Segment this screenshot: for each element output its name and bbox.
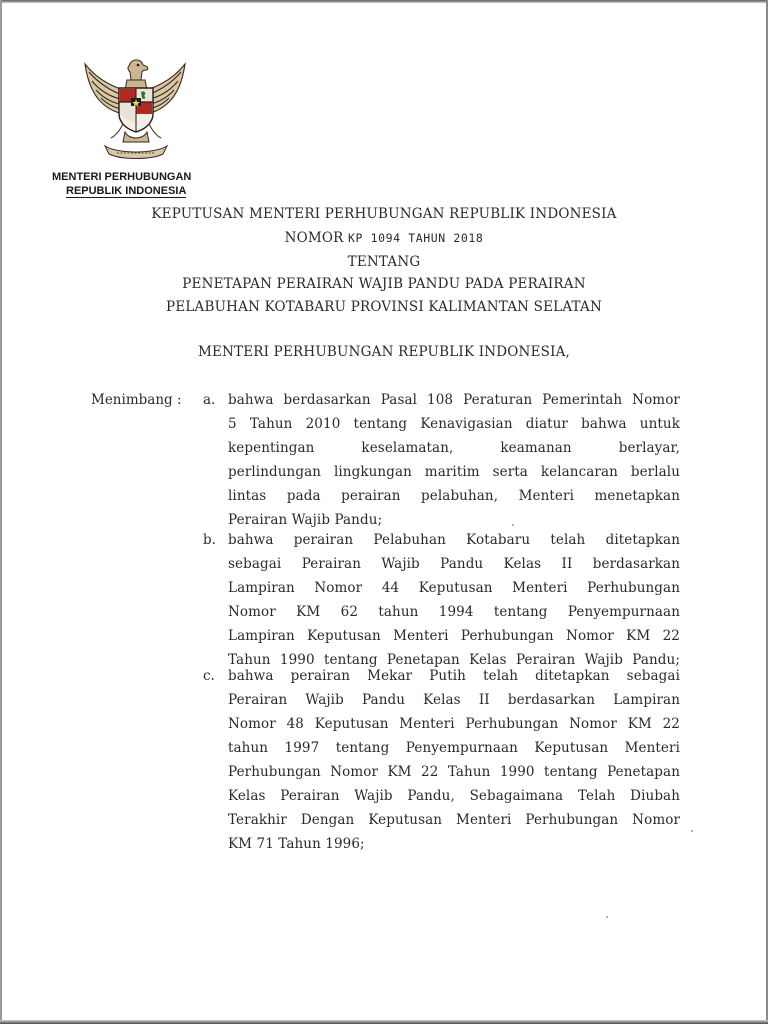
item-line: sebagai Perairan Wajib Pandu Kelas II berdasarkan bbox=[228, 556, 680, 572]
decree-subject-line2: PELABUHAN KOTABARU PROVINSI KALIMANTAN SELATAN bbox=[166, 299, 602, 315]
item-line: bahwa berdasarkan Pasal 108 Peraturan Pemerintah Nomor bbox=[228, 392, 680, 408]
considering-item-a bbox=[203, 388, 678, 532]
decree-title: KEPUTUSAN MENTERI PERHUBUNGAN REPUBLIK INDONESIA bbox=[151, 206, 617, 222]
decree-subject-line1: PENETAPAN PERAIRAN WAJIB PANDU PADA PERAIRAN bbox=[182, 276, 586, 292]
item-line: Perairan Wajib Pandu; bbox=[228, 512, 383, 528]
item-line: 5 Tahun 2010 tentang Kenavigasian diatur bahwa untuk bbox=[228, 416, 680, 432]
item-line: kepentingan keselamatan, keamanan berlayar, bbox=[228, 440, 680, 456]
item-line: bahwa perairan Pelabuhan Kotabaru telah ditetapkan bbox=[228, 532, 680, 548]
item-marker: a. bbox=[203, 392, 216, 408]
decree-number-value: KP 1094 TAHUN 2018 bbox=[348, 231, 484, 245]
item-line: Lampiran Keputusan Menteri Perhubungan Nomor KM 22 bbox=[228, 628, 680, 644]
scan-speck bbox=[691, 830, 693, 832]
decree-about: TENTANG bbox=[347, 254, 421, 270]
item-line: Tahun 1990 tentang Penetapan Kelas Perairan Wajib Pandu; bbox=[228, 652, 680, 668]
item-line: Perhubungan Nomor KM 22 Tahun 1990 tentang Penetapan bbox=[228, 764, 680, 780]
item-line: Nomor 48 Keputusan Menteri Perhubungan Nomor KM 22 bbox=[228, 716, 680, 732]
garuda-emblem bbox=[77, 52, 193, 162]
ministry-country: REPUBLIK INDONESIA bbox=[66, 185, 187, 197]
item-line: Lampiran Nomor 44 Keputusan Menteri Perhubungan bbox=[228, 580, 680, 596]
considering-item-c bbox=[203, 664, 678, 856]
considering-item-b bbox=[203, 528, 678, 672]
item-line: Perairan Wajib Pandu Kelas II berdasarkan Lampiran bbox=[228, 692, 680, 708]
scan-edge-bottom bbox=[0, 1020, 768, 1024]
scan-speck bbox=[606, 916, 608, 918]
scan-edge-left bbox=[0, 0, 2, 1024]
scan-speck bbox=[512, 524, 514, 526]
item-marker: c. bbox=[203, 668, 215, 684]
item-line: bahwa perairan Mekar Putih telah ditetapkan sebagai bbox=[228, 668, 680, 684]
item-line: KM 71 Tahun 1996; bbox=[228, 836, 365, 852]
decree-issuer: MENTERI PERHUBUNGAN REPUBLIK INDONESIA, bbox=[197, 344, 571, 360]
item-line: Kelas Perairan Wajib Pandu, Sebagaimana Telah Diubah bbox=[228, 788, 680, 804]
item-line: tahun 1997 tentang Penyempurnaan Keputusan Menteri bbox=[228, 740, 680, 756]
item-marker: b. bbox=[203, 532, 216, 548]
considering-label: Menimbang : bbox=[91, 392, 182, 408]
ministry-title: MENTERI PERHUBUNGAN bbox=[52, 171, 192, 183]
decree-number-label: NOMOR bbox=[284, 230, 344, 246]
item-line: perlindungan lingkungan maritim serta kelancaran berlalu bbox=[228, 464, 680, 480]
ministry-header bbox=[52, 170, 227, 198]
item-line: Nomor KM 62 tahun 1994 tentang Penyempurnaan bbox=[228, 604, 680, 620]
item-line: Terakhir Dengan Keputusan Menteri Perhubungan Nomor bbox=[228, 812, 680, 828]
scan-edge-top bbox=[0, 0, 768, 3]
item-line: lintas pada perairan pelabuhan, Menteri menetapkan bbox=[228, 488, 680, 504]
decree-number bbox=[0, 230, 768, 246]
